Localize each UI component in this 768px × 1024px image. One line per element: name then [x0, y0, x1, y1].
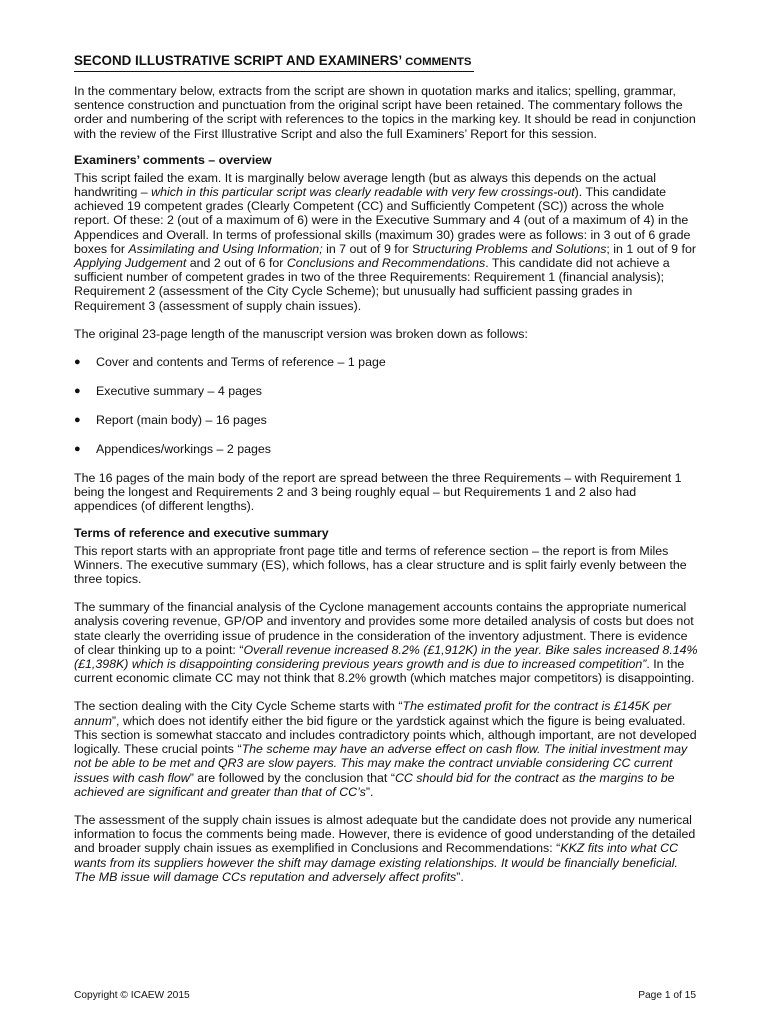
- bullet-icon: ●: [74, 414, 81, 427]
- overview-heading: Examiners’ comments – overview: [74, 152, 272, 167]
- terms-heading: Terms of reference and executive summary: [74, 525, 329, 540]
- bullet-icon: ●: [74, 443, 81, 456]
- main-body-paragraph: The 16 pages of the main body of the report are spread between the three Requirements – with Requirement 1 being the longest and Requirements 2 and 3 being roughly equal – but Requirements 1 and 2 also had appendices (of different lengths).: [74, 471, 682, 514]
- copyright-text: Copyright © ICAEW 2015: [74, 990, 190, 1001]
- list-item: ● Appendices/workings – 2 pages: [74, 442, 271, 457]
- intro-paragraph: In the commentary below, extracts from the script are shown in quotation marks and italics; spelling, grammar, sentence construction and punctuation from the original script have been retained. The commentary follows the order and numbering of the script with references to the topics in the marking key. It should be read in conjunction with the review of the First Illustrative Script and also the full Examiners’ Report for this session.: [74, 84, 696, 141]
- terms-paragraph: This report starts with an appropriate front page title and terms of reference section – the report is from Miles Winners. The executive summary (ES), which follows, has a clear structure and is split fairly evenly between the three topics.: [74, 543, 687, 587]
- city-cycle-paragraph: The section dealing with the City Cycle Scheme starts with “The estimated profit for the contract is £145K per annum”, which does not identify either the bid figure or the yardstick against which the figure is being evaluated. This section is somewhat staccato and includes contradictory points which, although important, are not developed logically. These crucial points “The scheme may have an adverse effect on cash flow. The initial investment may not be able to be met and QR3 are slow payers. This may make the contract unviable considering CC current issues with cash flow” are followed by the conclusion that “CC should bid for the contract as the margins to be achieved are significant and greater than that of CC’s”.: [74, 699, 697, 799]
- financial-summary-paragraph: The summary of the financial analysis of the Cyclone management accounts contains the appropriate numerical analysis covering revenue, GP/OP and inventory and provides some more detailed analysis of costs but does not state clearly the overriding issue of prudence in the consideration of the inventory adjustment. There is evidence of clear thinking up to a point: “Overall revenue increased 8.2% (£1,912K) in the year. Bike sales increased 8.14% (£1,398K) which is disappointing considering previous years growth and is due to increased competition”. In the current economic climate CC may not think that 8.2% growth (which matches major competitors) is disappointing.: [74, 600, 698, 686]
- length-intro-paragraph: The original 23-page length of the manuscript version was broken down as follows:: [74, 326, 528, 341]
- document-body: [74, 52, 700, 884]
- length-breakdown-list: [74, 355, 700, 456]
- list-item: ● Cover and contents and Terms of reference – 1 page: [74, 355, 386, 370]
- overview-paragraph: This script failed the exam. It is marginally below average length (but as always this depends on the actual handwriting – which in this particular script was clearly readable with very few crossings-out). This candidate achieved 19 competent grades (Clearly Competent (CC) and Sufficiently Competent (SC)) across the whole report. Of these: 2 (out of a maximum of 6) were in the Executive Summary and 4 (out of a maximum of 4) in the Appendices and Overall. In terms of professional skills (maximum 30) grades were as follows: in 3 out of 6 grade boxes for Assimilating and Using Information; in 7 out of 9 for Structuring Problems and Solutions; in 1 out of 9 for Applying Judgement and 2 out of 6 for Conclusions and Recommendations. This candidate did not achieve a sufficient number of competent grades in two of the three Requirements: Requirement 1 (financial analysis); Requirement 2 (assessment of the City Cycle Scheme); but unusually had sufficient passing grades in Requirement 3 (assessment of supply chain issues).: [74, 170, 696, 313]
- supply-chain-paragraph: The assessment of the supply chain issues is almost adequate but the candidate does not provide any numerical information to focus the comments being made. However, there is evidence of good understanding of the detailed and broader supply chain issues as exemplified in Conclusions and Recommendations: “KKZ fits into what CC wants from its suppliers however the shift may damage existing relationships. It would be financially beneficial. The MB issue will damage CCs reputation and adversely affect profits”.: [74, 812, 696, 884]
- bullet-icon: ●: [74, 356, 81, 369]
- page-footer: [74, 990, 696, 1002]
- page-number: Page 1 of 15: [638, 990, 696, 1001]
- list-item: ● Report (main body) – 16 pages: [74, 413, 267, 428]
- bullet-icon: ●: [74, 385, 81, 398]
- page-title: SECOND ILLUSTRATIVE SCRIPT AND EXAMINERS’ COMMENTS: [74, 52, 474, 72]
- list-item: ● Executive summary – 4 pages: [74, 384, 262, 399]
